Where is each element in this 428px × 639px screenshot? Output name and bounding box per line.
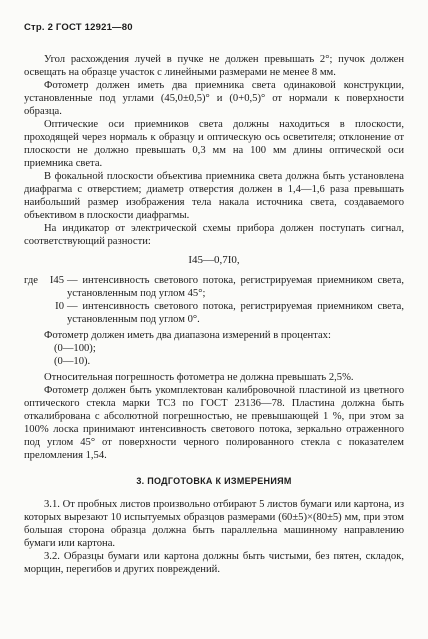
range-item: (0—10). <box>54 356 91 367</box>
paragraph-3-1: 3.1. От пробных листов произвольно отбирают 5 листов бумаги или картона, из которых вырезают 10 испытуемых образцов размерами (60±5)×(80±5) мм, при этом большая сторона образца должна быть параллельна машинному направлению бумаги или картона. <box>24 499 404 549</box>
paragraph-calibration-plate: Фотометр должен быть укомплектован калибровочной пластиной из цветного оптического стекла марки ТС3 по ГОСТ 23136—78. Пластина должна быть откалибрована с абсолютной погрешностью, не превышающей 1 %, при этом за 100% лоска принимают интенсивность светового потока, зеркально отраженного под углом 45° от поверхности черного полированного стекла с показателем преломления 1,54. <box>24 385 404 461</box>
paragraph-focal-plane: В фокальной плоскости объектива приемника света должна быть установлена диафрагма с отверстием; диаметр отверстия должен в 1,4—1,6 раза превышать наибольший размер изображения тела накала источника света, создаваемого объективом в плоскости диафрагмы. <box>24 171 404 221</box>
definition-i0 <box>24 300 404 326</box>
definition-text-i0: — интенсивность светового потока, регистрируемая приемником света, установленным под углом 0°. <box>67 301 404 325</box>
definition-text-i45: — интенсивность светового потока, регистрируемая приемником света, установленным под углом 45°; <box>67 275 404 299</box>
paragraph-ranges: Фотометр должен иметь два диапазона измерений в процентах: <box>44 330 331 341</box>
paragraph-3-2: 3.2. Образцы бумаги или картона должны быть чистыми, без пятен, складок, морщин, перегибов и других повреждений. <box>24 551 404 575</box>
section-title: 3. ПОДГОТОВКА К ИЗМЕРЕНИЯМ <box>136 476 292 486</box>
range-item: (0—100); <box>54 343 96 354</box>
paragraph-two-receivers: Фотометр должен иметь два приемника света одинаковой конструкции, установленные под углами (45,0±0,5)° и (0+0,5)° от нормали к поверхности образца. <box>24 80 404 117</box>
definition-i45 <box>24 274 404 300</box>
formula: I45—0,7I0, <box>188 254 240 266</box>
definition-symbol-i0: I0 <box>55 301 64 312</box>
paragraph-beam-divergence: Угол расхождения лучей в пучке не должен превышать 2°; пучок должен освещать на образце участок с линейными размерами не менее 8 мм. <box>24 54 404 78</box>
paragraph-indicator-signal: На индикатор от электрической схемы прибора должен поступать сигнал, соответствующий разности: <box>24 223 404 247</box>
paragraph-optical-axes: Оптические оси приемников света должны находиться в плоскости, проходящей через нормаль к образцу и оптическую ось осветителя; отклонение от плоскости не должно превышать 0,3 мм на 100 мм длины оптической оси приемника света. <box>24 119 404 169</box>
running-header: Стр. 2 ГОСТ 12921—80 <box>24 22 133 33</box>
paragraph-relative-error: Относительная погрешность фотометра не должна превышать 2,5%. <box>44 372 354 383</box>
definition-symbol-i45: I45 <box>49 275 64 286</box>
definition-lead: где <box>24 275 38 286</box>
